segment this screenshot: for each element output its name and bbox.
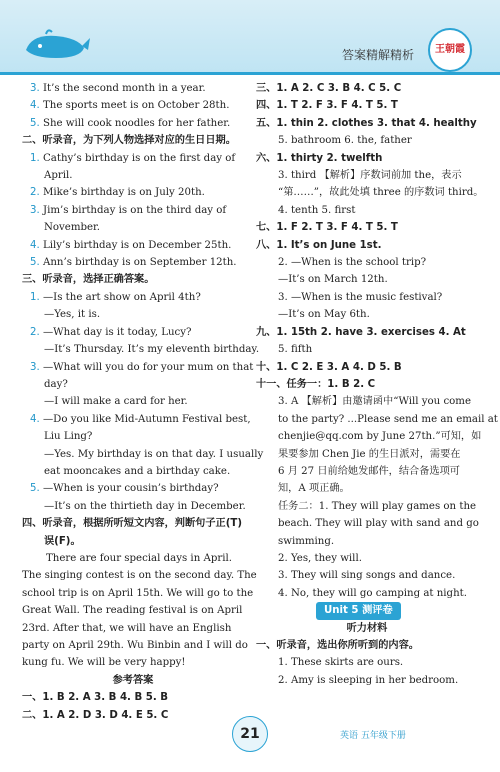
line-text: 三、1. A 2. C 3. B 4. C 5. C: [256, 83, 402, 94]
line-text: Great Wall. The reading festival is on April: [22, 605, 243, 617]
text-line: [22, 376, 244, 393]
text-line: [22, 359, 254, 376]
text-line: [256, 80, 478, 97]
text-line: [256, 271, 478, 288]
text-line: [256, 393, 478, 410]
text-line: [256, 237, 478, 254]
text-line: [256, 324, 478, 341]
line-text: 二、1. A 2. D 3. D 4. E 5. C: [22, 709, 169, 721]
item-number: 5.: [30, 483, 40, 495]
line-text: Ann’s birthday is on September 12th.: [42, 257, 237, 269]
line-text: —Do you like Mid-Autumn Festival best,: [42, 413, 251, 425]
text-line: [256, 115, 478, 132]
item-number: 4.: [30, 239, 40, 251]
logo-badge: 王朝霞: [428, 28, 472, 72]
text-line: [22, 515, 244, 532]
text-line: [22, 567, 257, 584]
line-text: —It’s on the thirtieth day in December.: [44, 500, 246, 512]
line-text: 听力材料: [346, 622, 388, 634]
text-line: [22, 80, 244, 97]
line-text: 十、1. C 2. E 3. A 4. D 5. B: [256, 361, 402, 373]
item-number: 1.: [30, 291, 40, 303]
line-text: November.: [44, 222, 101, 234]
line-text: 任务二：1. They will play games on the: [278, 500, 477, 512]
line-text: —It’s on May 6th.: [278, 309, 370, 321]
line-text: It’s the second month in a year.: [42, 83, 206, 94]
line-text: She will cook noodles for her father.: [42, 117, 231, 129]
text-line: [22, 167, 244, 184]
line-text: 四、听录音，根据所听短文内容，判断句子正(T): [22, 518, 243, 530]
line-text: “第……”，故此处填 three 的序数词 third。: [278, 187, 484, 199]
line-text: —What day is it today, Lucy?: [42, 326, 192, 338]
text-line: [256, 219, 478, 236]
line-text: Mike’s birthday is on July 20th.: [42, 187, 205, 199]
text-line: [22, 654, 244, 671]
text-line: [22, 254, 244, 271]
text-line: [22, 237, 244, 254]
text-line: [256, 602, 478, 619]
text-line: [22, 672, 244, 689]
line-text: 4. tenth 5. first: [278, 204, 356, 216]
text-line: [22, 219, 244, 236]
text-line: [256, 254, 478, 271]
text-line: [256, 184, 484, 201]
line-text: school trip is on April 15th. We will go to the: [22, 587, 254, 599]
line-text: beach. They will play with sand and go: [278, 518, 479, 530]
item-number: 5.: [30, 117, 40, 129]
line-text: 误(F)。: [44, 535, 81, 547]
line-text: The sports meet is on October 28th.: [42, 100, 230, 112]
text-line: [256, 585, 478, 602]
line-text: 3. They will sing songs and dance.: [278, 570, 456, 582]
text-line: [256, 498, 478, 515]
line-text: 果要参加 Chen Jie 的生日派对，需要在: [278, 448, 461, 460]
line-text: —Is the art show on April 4th?: [42, 291, 201, 303]
text-line: [256, 463, 478, 480]
text-line: [22, 498, 244, 515]
line-text: Jim’s birthday is on the third day of: [42, 204, 227, 216]
line-text: eat mooncakes and a birthday cake.: [44, 465, 231, 477]
text-line: [256, 446, 478, 463]
item-number: 2.: [30, 187, 40, 199]
text-line: [256, 567, 478, 584]
line-text: 十一、任务一：1. B 2. C: [256, 378, 376, 390]
page-footer: [0, 716, 500, 772]
text-line: [22, 150, 244, 167]
text-line: [22, 585, 254, 602]
line-text: 五、1. thin 2. clothes 3. that 4. healthy: [256, 117, 477, 129]
text-line: [256, 167, 478, 184]
line-text: 二、听录音，为下列人物选择对应的生日日期。: [22, 135, 236, 147]
text-line: [22, 446, 264, 463]
line-text: chenjie@qq.com by June 27th.”可知，如: [278, 431, 482, 443]
text-line: [256, 289, 478, 306]
line-text: to the party? ...Please send me an email at: [278, 413, 498, 425]
line-text: 5. fifth: [278, 344, 313, 356]
line-text: 四、1. T 2. F 3. F 4. T 5. T: [256, 100, 398, 112]
line-text: 1. These skirts are ours.: [278, 657, 404, 669]
line-text: —What will you do for your mum on that: [42, 361, 254, 373]
text-line: [256, 515, 478, 532]
subject-label: 英语 五年级下册: [340, 731, 406, 741]
line-text: April.: [44, 170, 73, 182]
text-line: [256, 480, 478, 497]
brand-title: 答案精解精析: [341, 48, 414, 62]
line-text: 六、1. thirty 2. twelfth: [256, 152, 383, 164]
line-text: —Yes, it is.: [44, 309, 101, 321]
text-line: [256, 428, 482, 445]
line-text: —I will make a card for her.: [44, 396, 188, 408]
text-line: [22, 324, 244, 341]
item-number: 3.: [30, 83, 40, 94]
line-text: 3. A 【解析】由邀请函中“Will you come: [278, 396, 471, 408]
item-number: 3.: [30, 361, 40, 373]
text-line: [22, 463, 244, 480]
text-line: [22, 620, 244, 637]
line-text: swimming.: [278, 535, 335, 547]
header-divider: [0, 72, 500, 75]
text-line: [256, 97, 478, 114]
item-number: 5.: [30, 257, 40, 269]
line-text: 2. Yes, they will.: [278, 552, 362, 564]
page-header: [0, 0, 500, 74]
text-line: [22, 132, 244, 149]
text-line: [256, 620, 478, 637]
text-line: [256, 533, 478, 550]
text-line: [256, 359, 478, 376]
text-line: [22, 602, 244, 619]
line-text: —It’s Thursday. It’s my eleventh birthday.: [44, 344, 260, 356]
line-text: —It’s on March 12th.: [278, 274, 388, 286]
line-text: party on April 29th. Wu Binbin and I will do: [22, 640, 248, 651]
line-text: 八、1. It’s on June 1st.: [256, 239, 382, 251]
item-number: 4.: [30, 100, 40, 112]
line-text: 2. —When is the school trip?: [278, 257, 427, 269]
text-line: [256, 637, 478, 654]
line-text: Lily’s birthday is on December 25th.: [42, 239, 232, 251]
line-text: 3. third 【解析】序数词前加 the，表示: [278, 170, 462, 182]
text-line: [256, 306, 478, 323]
line-text: Liu Ling?: [44, 431, 93, 443]
line-text: 九、1. 15th 2. have 3. exercises 4. At: [256, 326, 466, 338]
line-text: —When is your cousin’s birthday?: [42, 483, 219, 495]
line-text: 2. Amy is sleeping in her bedroom.: [278, 674, 459, 686]
text-line: [22, 306, 244, 323]
text-line: [256, 411, 498, 428]
line-text: 知，A 项正确。: [278, 483, 350, 495]
text-line: [22, 115, 244, 132]
text-line: [22, 480, 244, 497]
line-text: 4. No, they will go camping at night.: [278, 587, 467, 599]
right-column: [256, 80, 498, 689]
text-line: [22, 533, 244, 550]
text-line: [256, 341, 478, 358]
text-line: [22, 271, 244, 288]
line-text: —Yes. My birthday is on that day. I usually: [44, 448, 264, 460]
line-text: Cathy’s birthday is on the first day of: [42, 152, 236, 164]
line-text: kung fu. We will be very happy!: [22, 657, 186, 669]
text-line: [22, 202, 244, 219]
line-text: The singing contest is on the second day. The: [22, 570, 257, 582]
line-text: 参考答案: [112, 674, 154, 686]
text-line: [256, 672, 478, 689]
text-line: [256, 376, 478, 393]
line-text: 七、1. F 2. T 3. F 4. T 5. T: [256, 222, 398, 234]
text-line: [22, 341, 260, 358]
text-line: [256, 550, 478, 567]
whale-icon: [22, 28, 92, 62]
item-number: 2.: [30, 326, 40, 338]
item-number: 1.: [30, 152, 40, 164]
text-line: [22, 637, 248, 654]
unit-heading: Unit 5 测评卷: [316, 602, 401, 619]
item-number: 3.: [30, 204, 40, 216]
text-line: [22, 184, 244, 201]
line-text: 一、1. B 2. A 3. B 4. B 5. B: [22, 692, 169, 704]
text-line: [256, 150, 478, 167]
line-text: day?: [44, 378, 68, 390]
line-text: 一、听录音，选出你所听到的内容。: [256, 640, 419, 651]
text-line: [256, 202, 478, 219]
page-number: 21: [232, 716, 268, 752]
text-line: [22, 550, 244, 567]
item-number: 4.: [30, 413, 40, 425]
text-line: [256, 132, 478, 149]
text-line: [22, 428, 244, 445]
text-line: [22, 97, 244, 114]
text-line: [256, 654, 478, 671]
text-line: [22, 411, 251, 428]
line-text: 6 月 27 日前给她发邮件，结合备选项可: [278, 465, 460, 477]
text-line: [22, 289, 244, 306]
text-line: [22, 689, 244, 706]
text-line: [22, 393, 244, 410]
line-text: 5. bathroom 6. the, father: [278, 135, 412, 147]
line-text: 3. —When is the music festival?: [278, 291, 443, 303]
line-text: 23rd. After that, we will have an English: [22, 622, 232, 634]
line-text: 三、听录音，选择正确答案。: [22, 274, 155, 286]
line-text: There are four special days in April.: [46, 552, 232, 564]
left-column: [22, 80, 264, 724]
